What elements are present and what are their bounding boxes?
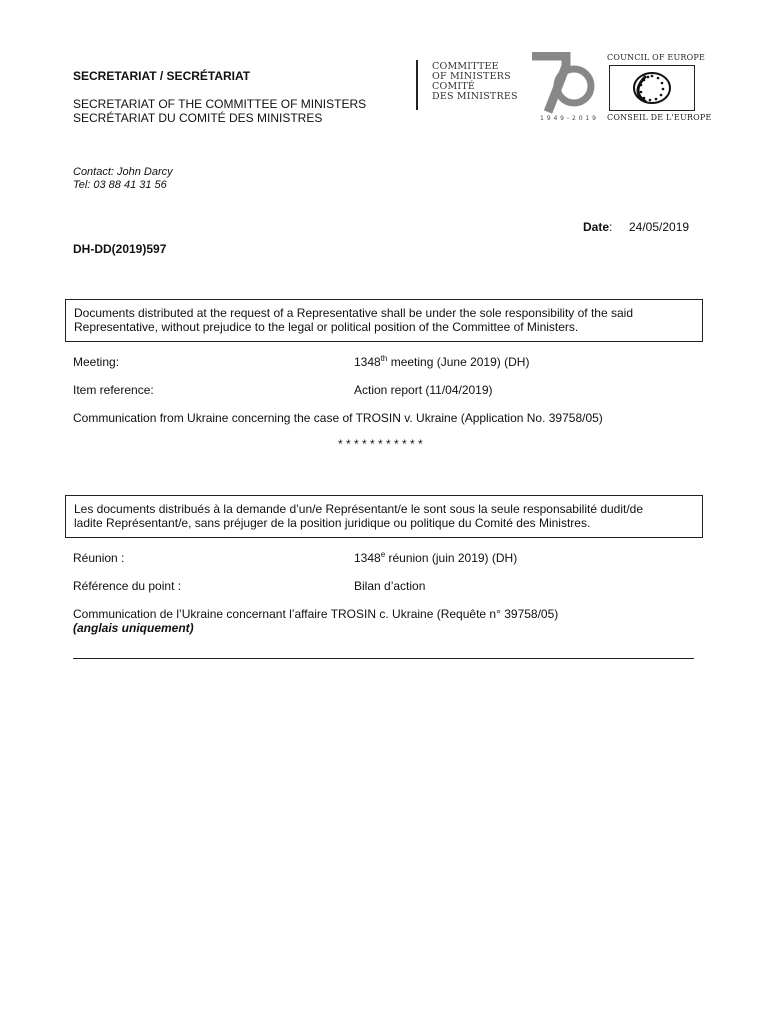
bottom-rule [73, 658, 694, 659]
meeting-value-fr [354, 551, 517, 567]
date-value: 24/05/2019 [629, 220, 690, 234]
cm-logo-line: OF MINISTERS [432, 71, 511, 82]
language-note: (anglais uniquement) [73, 621, 194, 635]
cm-logo-line: COMITÉ [432, 81, 476, 92]
coe-name-fr: CONSEIL DE L'EUROPE [607, 113, 712, 122]
item-reference-value-en: Action report (11/04/2019) [354, 383, 493, 397]
contact-name: Contact: John Darcy [73, 166, 173, 178]
meeting-label-fr: Réunion : [73, 551, 125, 565]
meeting-number: 1348 [354, 551, 381, 565]
coe-emblem-icon [610, 66, 694, 110]
meeting-ordinal: th [380, 354, 388, 363]
section-separator: * * * * * * * * * * * [338, 437, 423, 451]
meeting-ordinal: e [380, 550, 386, 559]
disclaimer-en-line: Representative, without prejudice to the legal or political position of the Committee of Ministers. [74, 320, 579, 334]
item-reference-label-fr: Référence du point : [73, 579, 182, 593]
secretariat-title: SECRETARIAT / SECRÉTARIAT [73, 69, 251, 83]
cm-logo-text [432, 62, 518, 102]
document-reference: DH-DD(2019)597 [73, 242, 167, 256]
coe-name-en: COUNCIL OF EUROPE [607, 53, 705, 62]
communication-fr: Communication de l’Ukraine concernant l’affaire TROSIN c. Ukraine (Requête n° 39758/05) [73, 607, 559, 621]
date-row: Date: [583, 220, 613, 234]
disclaimer-fr-line: Les documents distribués à la demande d’un/e Représentant/e le sont sous la seule responsabilité dudit/de [74, 502, 644, 516]
cm-logo-line: DES MINISTRES [432, 91, 518, 102]
cm-logo-line: COMMITTEE [432, 61, 499, 72]
date-label: Date [583, 220, 610, 234]
contact-tel: Tel: 03 88 41 31 56 [73, 179, 167, 191]
meeting-value-en [354, 355, 529, 371]
meeting-label-en: Meeting: [73, 355, 120, 369]
anniversary-years: 1 9 4 9 - 2 0 1 9 [540, 115, 597, 122]
cm-logo-divider [416, 60, 418, 110]
committee-name-en: SECRETARIAT OF THE COMMITTEE OF MINISTERS [73, 97, 367, 111]
disclaimer-box-fr [65, 495, 703, 538]
anniversary-70-logo [526, 52, 598, 116]
meeting-number: 1348 [354, 355, 381, 369]
communication-en: Communication from Ukraine concerning the case of TROSIN v. Ukraine (Application No. 39758/05) [73, 411, 603, 425]
item-reference-label-en: Item reference: [73, 383, 154, 397]
coe-emblem-box [609, 65, 695, 111]
meeting-detail: réunion (juin 2019) (DH) [385, 551, 518, 565]
item-reference-value-fr: Bilan d’action [354, 579, 426, 593]
disclaimer-fr-line: ladite Représentant/e, sans préjuger de la position juridique ou politique du Comité des Ministres. [74, 516, 591, 530]
meeting-detail: meeting (June 2019) (DH) [387, 355, 530, 369]
committee-name-fr: SECRÉTARIAT DU COMITÉ DES MINISTRES [73, 111, 323, 125]
disclaimer-box-en [65, 299, 703, 342]
disclaimer-en-line: Documents distributed at the request of a Representative shall be under the sole responsibility of the said [74, 306, 633, 320]
